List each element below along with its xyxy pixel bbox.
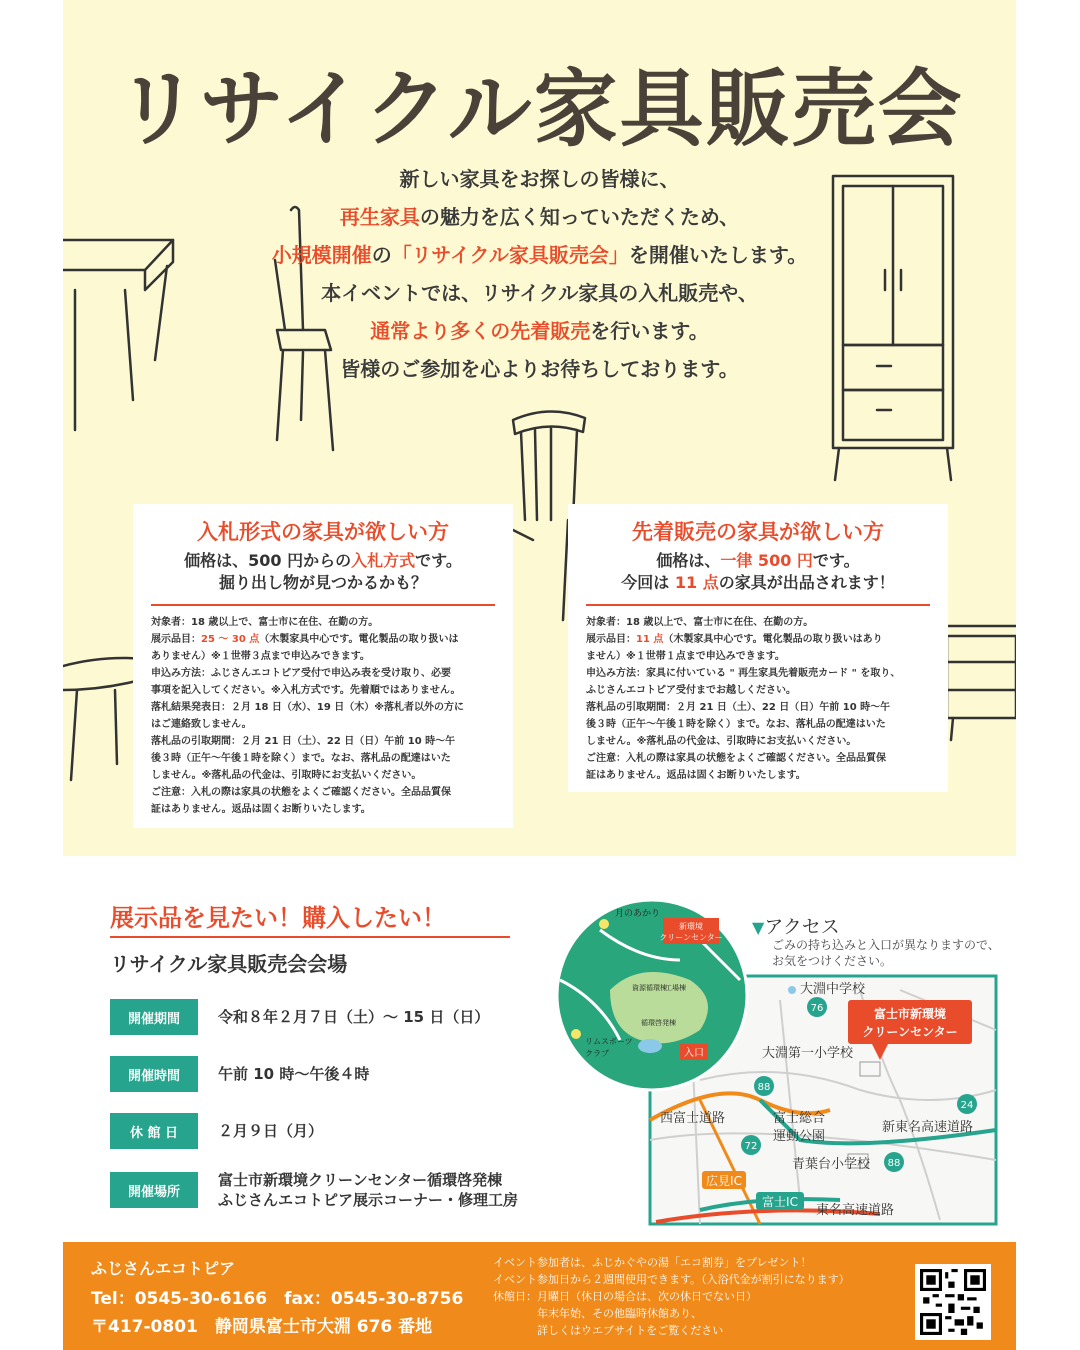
- detail-line: ふじさんエコトピア受付までお越しください。: [586, 685, 796, 696]
- footer-notes: [493, 1254, 850, 1339]
- inset-label: 資源循環棟: [632, 984, 667, 992]
- info-value-line: 富士市新環境クリーンセンター循環啓発棟: [218, 1171, 503, 1189]
- access-note-line: ごみの持ち込みと入口が異なりますので、: [772, 938, 1000, 952]
- info-value: ２月９日（月）: [218, 1122, 324, 1140]
- info-value: 午前 10 時～午後４時: [218, 1065, 370, 1083]
- info-label: 開催期間: [110, 999, 198, 1035]
- intro-text-span: を行います。: [590, 319, 709, 343]
- intro-line: 皆様のご参加を心よりお待ちしております。: [340, 357, 739, 381]
- triangle-down-icon: ▼: [752, 918, 765, 937]
- detail-highlight: 11 点: [636, 634, 664, 645]
- map-label-park: 運動公園: [773, 1129, 826, 1144]
- detail-text: 展示品目：: [151, 634, 201, 645]
- detail-line: 対象者：18 歳以上で、富士市に在住、在勤の方。: [151, 617, 379, 628]
- route-badge: [957, 1094, 977, 1114]
- route-badge: [754, 1076, 774, 1096]
- sub-text: の家具が出品されます！: [718, 573, 895, 592]
- detail-line: ません）※１世帯１点まで申込みできます。: [586, 651, 785, 662]
- inset-label: クラブ: [585, 1049, 609, 1058]
- route-badge: [807, 997, 827, 1017]
- sub-highlight: 入札方式: [351, 551, 416, 570]
- center-label: クリーンセンター: [862, 1025, 958, 1039]
- map-label-road-west: 西富士道路: [660, 1111, 726, 1126]
- intro-text-span: の魅力を広く知っていただくため、: [419, 205, 740, 229]
- intro-line: 新しい家具をお探しの皆様に、: [399, 167, 680, 191]
- detail-line: 証はありません。返品は固くお断りいたします。: [586, 770, 806, 781]
- map-label-park: 富士総合: [773, 1111, 826, 1126]
- inset-label: クリーンセンター: [659, 933, 723, 942]
- detail-line: 落札品の引取期間：２月 21 日（土）、22 日（日）午前 10 時～午: [586, 702, 891, 713]
- intro-highlight: 「リサイクル家具販売会」: [391, 243, 629, 267]
- bid-card-heading: 入札形式の家具が欲しい方: [197, 520, 449, 544]
- sub-text: 今回は: [621, 573, 675, 592]
- intro-highlight: 再生家具: [339, 205, 420, 229]
- detail-line: はご連絡致しません。: [151, 719, 252, 730]
- intro-highlight: 小規模開催: [271, 243, 372, 267]
- sub-text: 価格は、500 円からの: [184, 551, 352, 570]
- sub-text: 掘り出し物が見つかるかも？: [218, 573, 427, 592]
- detail-line: しません。※落札品の代金は、引取時にお支払いください。: [586, 736, 857, 747]
- info-value: 令和８年２月７日（土）～ 15 日（日）: [218, 1008, 490, 1026]
- footer-org: ふじさんエコトピア: [91, 1259, 236, 1278]
- detail-line: 落札結果発表日：２月 18 日（水）、19 日（木）※落札者以外の方に: [151, 702, 464, 713]
- intro-text-span: の: [371, 243, 392, 267]
- footer-note-line: 年末年始、その他臨時休館あり、: [493, 1307, 702, 1320]
- first-come-card-heading: 先着販売の家具が欲しい方: [632, 520, 884, 544]
- detail-line: ご注意：入札の際は家具の状態をよくご確認ください。全品品質保: [151, 787, 451, 798]
- route-badge: [884, 1152, 904, 1172]
- svg-text:88: 88: [887, 1158, 901, 1169]
- svg-text:88: 88: [757, 1082, 771, 1093]
- map-label-school3: 青葉台小学校: [792, 1157, 871, 1172]
- page-title: リサイクル家具販売会: [115, 60, 964, 158]
- info-value-line: ふじさんエコトピア展示コーナー・修理工房: [218, 1191, 519, 1209]
- map-label-school2: 大淵第一小学校: [762, 1046, 854, 1061]
- svg-text:24: 24: [960, 1100, 974, 1111]
- footer-note-line: イベント参加者は、ふじかぐやの湯「エコ割券」をプレゼント！: [493, 1256, 812, 1269]
- inset-entrance: 入口: [684, 1048, 704, 1059]
- access-note-line: お気をつけください。: [772, 954, 893, 968]
- detail-line: 申込み方法：家具に付いている " 再生家具先着販売カード " を取り、: [586, 668, 901, 679]
- svg-text:72: 72: [744, 1141, 758, 1152]
- detail-line: ありません）※１世帯３点まで申込みできます。: [151, 651, 370, 662]
- map-label-school1: 大淵中学校: [800, 982, 866, 997]
- detail-text: （木製家具中心です。電化製品の取り扱いは: [259, 634, 459, 645]
- inset-label: 新環境: [679, 922, 703, 931]
- venue-title: リサイクル家具販売会会場: [110, 952, 348, 976]
- inset-label: 循環啓発棟: [641, 1019, 676, 1027]
- intro-text-span: を開催いたします。: [628, 243, 808, 267]
- access-title-text: アクセス: [764, 916, 840, 938]
- detail-line: 申込み方法：ふじさんエコトピア受付で申込み表を受け取り、必要: [151, 668, 451, 679]
- sub-text: です。: [415, 551, 462, 570]
- intro-highlight: 通常より多くの先着販売: [370, 319, 591, 343]
- intro-line: 本イベントでは、リサイクル家具の入札販売や、: [321, 281, 758, 305]
- svg-text:76: 76: [810, 1003, 824, 1014]
- footer-address: 〒417-0801 静岡県富士市大淵 676 番地: [91, 1317, 433, 1337]
- sub-highlight: 一律 500 円: [720, 551, 813, 570]
- route-badge: [741, 1135, 761, 1155]
- map-label-expressway-new: 新東名高速道路: [882, 1120, 974, 1135]
- qr-code-icon[interactable]: [915, 1264, 991, 1340]
- detail-highlight: 25 ～ 30 点: [201, 634, 260, 645]
- inset-label: リムスポーツ: [585, 1037, 633, 1046]
- detail-line: 対象者：18 歳以上で、富士市に在住、在勤の方。: [586, 617, 814, 628]
- center-label: 富士市新環境: [873, 1007, 947, 1021]
- detail-text: （木製家具中心です。電化製品の取り扱いはあり: [663, 634, 883, 645]
- footer-note-line: イベント参加日から２週間使用できます。（入浴代金が割引になります）: [493, 1273, 850, 1286]
- footer: [63, 1242, 1016, 1350]
- detail-line: 事項を記入してください。※入札方式です。先着順ではありません。: [151, 685, 461, 696]
- detail-line: しません。※落札品の代金は、引取時にお支払いください。: [151, 770, 422, 781]
- detail-text: 展示品目：: [586, 634, 636, 645]
- footer-note-line: 詳しくはウエブサイトをご覧ください: [493, 1324, 724, 1337]
- ic-label-hiromi: 広見IC: [706, 1174, 742, 1188]
- footer-tel: Tel：0545-30-6166 fax：0545-30-8756: [91, 1289, 464, 1309]
- detail-line: 証はありません。返品は固くお断りいたします。: [151, 804, 371, 815]
- sub-text: 価格は、: [656, 551, 721, 570]
- sub-highlight: 11 点: [674, 573, 719, 592]
- detail-line: ご注意：入札の際は家具の状態をよくご確認ください。全品品質保: [586, 753, 886, 764]
- map-label-expressway: 東名高速道路: [816, 1203, 895, 1218]
- inset-label: 月のあかり: [615, 909, 661, 919]
- sub-text: です。: [812, 551, 860, 570]
- info-label: 休 館 日: [110, 1113, 198, 1149]
- detail-line: 後３時（正午～午後１時を除く）まで。なお、落札品の配達はいた: [151, 753, 451, 764]
- footer-note-line: 休館日：月曜日（休日の場合は、次の休日でない日）: [493, 1290, 757, 1303]
- inset-label: 工場棟: [665, 984, 686, 992]
- info-label: 開催場所: [110, 1172, 198, 1208]
- detail-line: 後３時（正午～午後１時を除く）まで。なお、落札品の配達はいた: [586, 719, 886, 730]
- ic-label-fuji: 富士IC: [762, 1195, 798, 1209]
- detail-line: 落札品の引取期間：２月 21 日（土）、22 日（日）午前 10 時～午: [151, 736, 456, 747]
- info-label: 開催時間: [110, 1056, 198, 1092]
- section-title: 展示品を見たい！購入したい！: [110, 904, 446, 932]
